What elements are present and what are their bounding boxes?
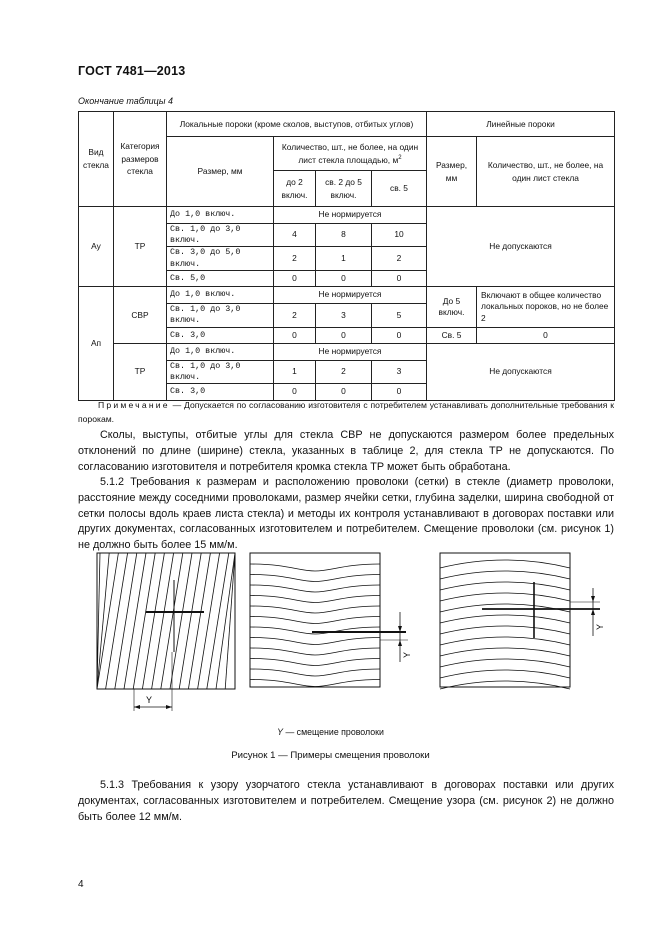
cell-value: 0 xyxy=(274,327,316,344)
header-area-2to5: св. 2 до 5 включ. xyxy=(316,171,372,207)
cell-size: Св. 3,0 xyxy=(167,384,274,401)
cell-size: Св. 5,0 xyxy=(167,270,274,287)
wire-line xyxy=(250,638,380,645)
header-size-category: Категория размеров стекла xyxy=(114,112,167,207)
defects-table xyxy=(78,111,615,401)
cell-glass-type: Ау xyxy=(79,207,114,287)
wire-line xyxy=(250,659,380,666)
figure-legend: Y — смещение проволоки xyxy=(277,727,384,737)
cell-value: 10 xyxy=(372,223,427,247)
cell-value: 0 xyxy=(316,270,372,287)
cell-size: Св. 1,0 до 3,0 включ. xyxy=(167,360,274,384)
wire-line xyxy=(440,637,570,645)
header-area-over5: св. 5 xyxy=(372,171,427,207)
header-glass-type: Вид стекла xyxy=(79,112,114,207)
wire-line xyxy=(250,606,380,613)
figure-panel-curved-wires xyxy=(438,552,608,692)
cell-value: 2 xyxy=(274,247,316,271)
cell-size: Св. 1,0 до 3,0 включ. xyxy=(167,303,274,327)
cell-value: 0 xyxy=(316,327,372,344)
cell-linear-size: До 5 включ. xyxy=(427,287,477,327)
wire-line xyxy=(188,553,210,689)
table-row xyxy=(79,344,615,361)
wire-line xyxy=(179,553,201,689)
cell-size: До 1,0 включ. xyxy=(167,287,274,304)
wire-line xyxy=(440,626,570,634)
cell-value: 2 xyxy=(274,303,316,327)
note-text: — Допускается по согласованию изготовителя с потребителем устанавливать дополнительные требования к порокам. xyxy=(78,400,614,424)
cell-value: 0 xyxy=(316,384,372,401)
cell-linear-count: 0 xyxy=(477,327,615,344)
table-row xyxy=(79,207,615,224)
cell-value: 5 xyxy=(372,303,427,327)
cell-value: 2 xyxy=(316,360,372,384)
cell-size: Св. 3,0 до 5,0 включ. xyxy=(167,247,274,271)
wire-line xyxy=(115,553,137,689)
wire-line xyxy=(250,596,380,603)
header-local-size: Размер, мм xyxy=(167,137,274,207)
wire-line xyxy=(440,582,570,590)
header-count-by-area: Количество, шт., не более, на один лист стекла площадью, $м^2$ xyxy=(274,137,427,171)
wire-line xyxy=(152,553,174,689)
wire-line xyxy=(440,648,570,656)
offset-label: Y xyxy=(595,623,605,630)
wire-line xyxy=(250,680,380,687)
wire-line xyxy=(440,681,570,689)
cell-linear-not-allowed: Не допускаются xyxy=(427,344,615,401)
cell-value: 0 xyxy=(372,384,427,401)
wire-line xyxy=(142,553,164,689)
cell-value: 0 xyxy=(372,327,427,344)
figure-caption: Рисунок 1 — Примеры смещения проволоки xyxy=(231,750,430,761)
header-linear-size: Размер, мм xyxy=(427,137,477,207)
cell-size: Св. 3,0 xyxy=(167,327,274,344)
cell-category: ТР xyxy=(114,344,167,401)
cell-value: 2 xyxy=(372,247,427,271)
wire-line xyxy=(124,553,146,689)
cell-size: До 1,0 включ. xyxy=(167,207,274,224)
paragraph-edges: Сколы, выступы, отбитые углы для стекла СВР не допускаются размером более предельных отклонений по длине (ширине) стекла, указанных в таблице 2, для стекла ТР не допускаются. По согласованию изготовителя и потребителя кромка стекла ТР может быть обработана. xyxy=(78,429,614,473)
header-local-defects: Локальные пороки (кроме сколов, выступов, отбитых углов) xyxy=(167,112,427,137)
offset-label: Y xyxy=(146,695,153,705)
cell-value: 1 xyxy=(316,247,372,271)
table-caption: Окончание таблицы 4 xyxy=(78,96,173,106)
cell-value: 4 xyxy=(274,223,316,247)
cell-value: 0 xyxy=(372,270,427,287)
paragraph-5-1-2: 5.1.2 Требования к размерам и расположению проволоки (сетки) в стекле (диаметр проволоки, расстояние между соседними проволоками, размер ячейки сетки, глубина заделки, ширина свободной от сетки полосы вдоль краев листа стекла) и методы их контроля устанавливают в договорах поставки или других документах, согласованных изготовителем и потребителем. Смещение проволоки (см. рисунок 1) не должно быть более 15 мм/м. xyxy=(78,476,614,552)
cell-value: 3 xyxy=(316,303,372,327)
wire-line xyxy=(440,604,570,612)
cell-not-normalized: Не нормируется xyxy=(274,207,427,224)
wire-line xyxy=(440,670,570,678)
offset-label: Y xyxy=(402,651,412,658)
cell-size: До 1,0 включ. xyxy=(167,344,274,361)
table-row xyxy=(79,287,615,304)
wire-line xyxy=(225,553,235,689)
cell-value: 0 xyxy=(274,270,316,287)
wire-line xyxy=(250,585,380,592)
cell-linear-not-allowed: Не допускаются xyxy=(427,207,615,287)
header-linear-defects: Линейные пороки xyxy=(427,112,615,137)
wire-line xyxy=(440,560,570,568)
cell-not-normalized: Не нормируется xyxy=(274,287,427,304)
table-note xyxy=(78,398,614,426)
cell-value: 1 xyxy=(274,360,316,384)
cell-not-normalized: Не нормируется xyxy=(274,344,427,361)
cell-linear-count: Включают в общее количество локальных пороков, но не более 2 xyxy=(477,287,615,327)
wire-line xyxy=(440,615,570,623)
cell-glass-type: Ап xyxy=(79,287,114,400)
cell-value: 0 xyxy=(274,384,316,401)
wire-line xyxy=(250,575,380,582)
wire-line xyxy=(106,553,128,689)
cell-value: 3 xyxy=(372,360,427,384)
document-title: ГОСТ 7481—2013 xyxy=(78,64,186,78)
cell-category: ТР xyxy=(114,207,167,287)
note-label: Примечание xyxy=(98,400,170,410)
wire-line xyxy=(440,659,570,667)
wire-line xyxy=(170,553,192,689)
cell-size: Св. 1,0 до 3,0 включ. xyxy=(167,223,274,247)
wire-line xyxy=(440,593,570,601)
wire-line xyxy=(250,669,380,676)
figure-panel-wavy-wires xyxy=(248,552,418,692)
wire-line xyxy=(198,553,220,689)
wire-line xyxy=(440,571,570,579)
wire-line xyxy=(250,564,380,571)
wire-line xyxy=(133,553,155,689)
wire-line xyxy=(250,648,380,655)
cell-linear-size: Св. 5 xyxy=(427,327,477,344)
wire-line xyxy=(250,617,380,624)
page-number: 4 xyxy=(78,879,84,890)
header-area-upto2: до 2 включ. xyxy=(274,171,316,207)
header-linear-count: Количество, шт., не более, на один лист стекла xyxy=(477,137,615,207)
cell-value: 8 xyxy=(316,223,372,247)
cell-category: СВР xyxy=(114,287,167,344)
paragraph-5-1-3: 5.1.3 Требования к узору узорчатого стекла устанавливают в договорах поставки или других документах, согласованных изготовителем и потребителем. Смещение узора (см. рисунок 2) не должно быть более 12 мм/м. xyxy=(78,779,614,823)
figure-panel-slanted-wires xyxy=(96,552,246,712)
